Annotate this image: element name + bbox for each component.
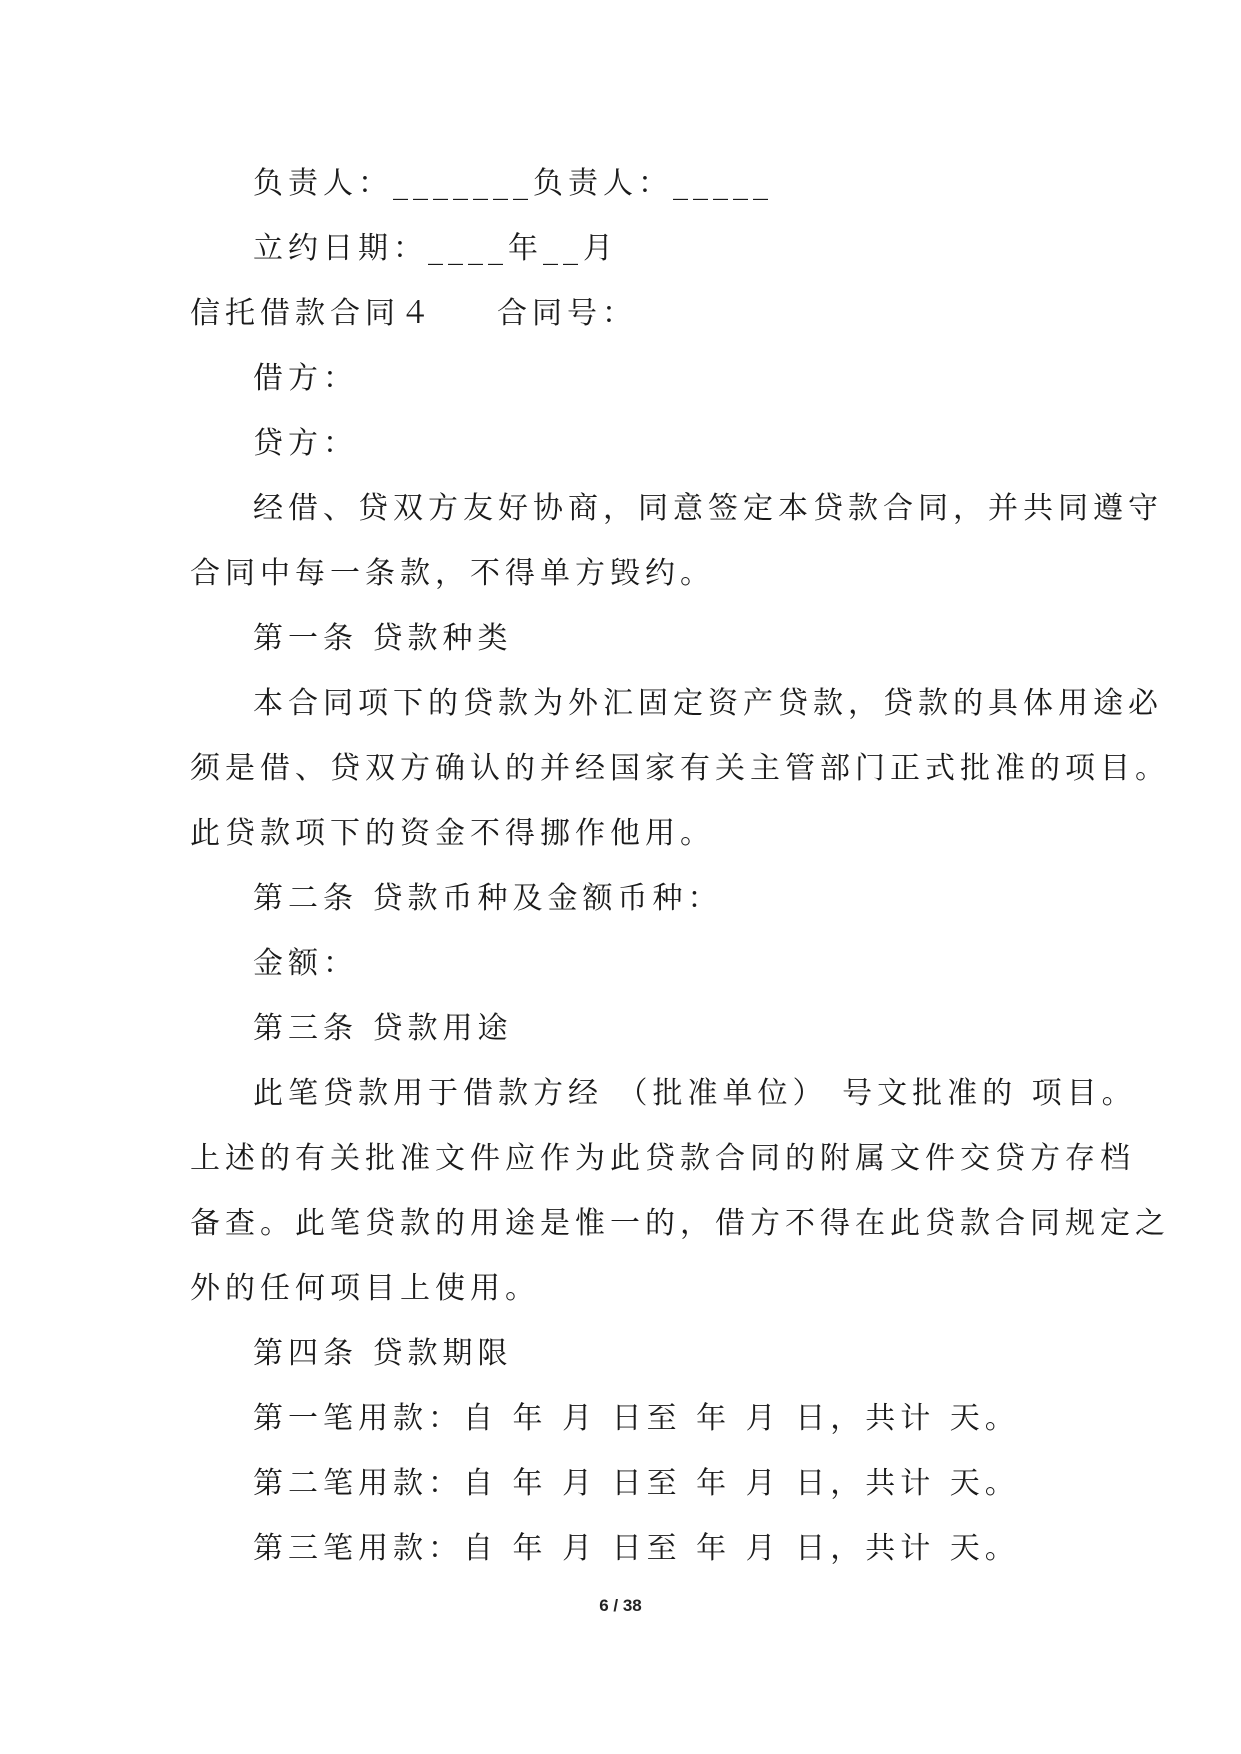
article-3-text-line-2: 上述的有关批准文件应作为此贷款合同的附属文件交贷方存档 (190, 1141, 1135, 1176)
article-3-text-line-4: 外的任何项目上使用。 (190, 1271, 540, 1306)
article-3-heading: 第三条 贷款用途 (253, 1011, 513, 1046)
contract-date-line: 立约日期：____年__月 (253, 231, 618, 266)
lender-line: 贷方： (253, 426, 358, 461)
amount-line: 金额： (253, 946, 358, 981)
drawdown-2-line: 第二笔用款：自 年 月 日至 年 月 日，共计 天。 (253, 1466, 1020, 1501)
drawdown-3-line: 第三笔用款：自 年 月 日至 年 月 日，共计 天。 (253, 1531, 1020, 1566)
article-1-text-line-2: 须是借、贷双方确认的并经国家有关主管部门正式批准的项目。 (190, 751, 1170, 786)
article-3-text-line-1: 此笔贷款用于借款方经 （批准单位） 号文批准的 项目。 (253, 1076, 1137, 1111)
article-3-text-line-3: 备查。此笔贷款的用途是惟一的，借方不得在此贷款合同规定之 (190, 1206, 1170, 1241)
drawdown-1-line: 第一笔用款：自 年 月 日至 年 月 日，共计 天。 (253, 1401, 1020, 1436)
article-1-text-line-1: 本合同项下的贷款为外汇固定资产贷款，贷款的具体用途必 (253, 686, 1163, 721)
contract-heading-row (190, 294, 637, 334)
page-number: 6 / 38 (599, 1596, 642, 1615)
contract-number-label: 合同号： (497, 296, 637, 331)
signatory-line: 负责人：_______负责人：_____ (253, 166, 773, 201)
article-2-heading: 第二条 贷款币种及金额币种： (253, 881, 723, 916)
article-1-heading: 第一条 贷款种类 (253, 621, 513, 656)
contract-title: 信托借款合同４ (190, 296, 435, 331)
preamble-line-2: 合同中每一条款，不得单方毁约。 (190, 556, 715, 591)
article-1-text-line-3: 此贷款项下的资金不得挪作他用。 (190, 816, 715, 851)
borrower-line: 借方： (253, 361, 358, 396)
article-4-heading: 第四条 贷款期限 (253, 1336, 513, 1371)
preamble-line-1: 经借、贷双方友好协商，同意签定本贷款合同，并共同遵守 (253, 491, 1163, 526)
